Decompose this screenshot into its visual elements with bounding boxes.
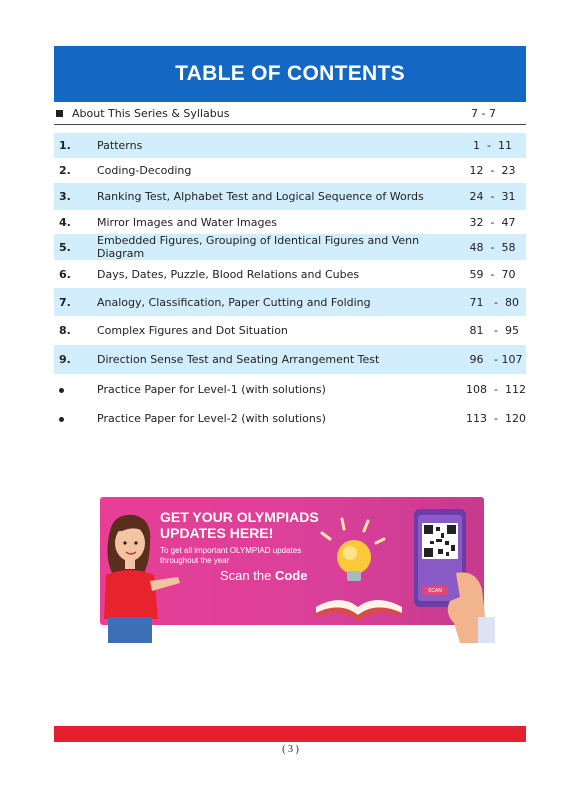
row-title: Direction Sense Test and Seating Arrangement Test	[97, 353, 380, 366]
divider	[54, 124, 526, 125]
banner-subtext: To get all important OLYMPIAD updates throughout the year	[160, 546, 302, 565]
row-number: 2.	[59, 164, 71, 177]
round-bullet-icon	[54, 383, 97, 396]
row-pages: 113 - 120	[466, 412, 526, 425]
toc-row	[54, 374, 526, 404]
page-title: TABLE OF CONTENTS	[175, 62, 405, 85]
scan-prefix: Scan the	[220, 568, 272, 583]
row-title: Days, Dates, Puzzle, Blood Relations and Cubes	[97, 267, 360, 281]
row-pages: 59 - 70	[466, 267, 516, 281]
row-title: Coding-Decoding	[97, 164, 192, 177]
round-bullet-icon	[54, 412, 97, 425]
toc-row	[54, 345, 526, 374]
lightbulb-icon	[312, 515, 412, 623]
banner-headline: GET YOUR OLYMPIADS UPDATES HERE!	[160, 509, 319, 541]
row-title: Complex Figures and Dot Situation	[97, 324, 288, 337]
row-number: 5.	[59, 240, 71, 254]
square-bullet-icon	[56, 110, 63, 117]
olympiad-updates-banner[interactable]	[100, 497, 495, 643]
toc-row	[54, 288, 526, 316]
row-number: 1.	[59, 139, 71, 152]
row-pages: 71 - 80	[466, 295, 519, 309]
page-number: ( 3 )	[282, 744, 299, 755]
row-number: 8.	[59, 324, 71, 337]
row-number: 6.	[59, 267, 71, 281]
row-number: 4.	[59, 215, 71, 229]
scan-code-label	[220, 568, 307, 583]
row-number: 9.	[59, 353, 71, 366]
row-title: Patterns	[97, 139, 143, 152]
toc-row	[54, 183, 526, 210]
toc-row	[54, 404, 526, 433]
row-pages: 12 - 23	[466, 164, 516, 177]
row-pages: 24 - 31	[466, 190, 516, 203]
footer-band	[54, 726, 526, 742]
scan-button[interactable]: SCAN	[422, 586, 448, 595]
row-pages: 1 - 11	[466, 139, 512, 152]
row-pages: 96 - 107	[466, 353, 523, 366]
toc-row	[54, 158, 526, 183]
row-pages: 48 - 58	[466, 240, 516, 254]
row-number: 3.	[59, 190, 71, 203]
row-title: Practice Paper for Level-2 (with solutions)	[97, 412, 326, 425]
row-title: Ranking Test, Alphabet Test and Logical Sequence of Words	[97, 190, 424, 203]
row-pages: 81 - 95	[466, 324, 519, 337]
about-row	[54, 104, 526, 122]
toc-row	[54, 210, 526, 234]
row-number: 7.	[59, 295, 71, 309]
phone-qr-icon	[400, 505, 495, 643]
toc-row	[54, 260, 526, 288]
row-pages: 108 - 112	[466, 382, 526, 396]
toc-row	[54, 234, 526, 260]
scan-bold: Code	[274, 568, 308, 583]
toc-row	[54, 133, 526, 158]
row-title: Practice Paper for Level-1 (with solutions)	[97, 382, 326, 396]
row-pages: 32 - 47	[466, 215, 516, 229]
toc-row	[54, 316, 526, 345]
row-title: Embedded Figures, Grouping of Identical Figures and Venn Diagram	[97, 234, 420, 260]
row-title: Analogy, Classification, Paper Cutting and Folding	[97, 295, 371, 309]
about-pages: 7 - 7	[471, 106, 496, 120]
toc-list	[54, 133, 526, 433]
header-band	[54, 46, 526, 102]
row-title: Mirror Images and Water Images	[97, 215, 277, 229]
about-label: About This Series & Syllabus	[72, 106, 230, 120]
